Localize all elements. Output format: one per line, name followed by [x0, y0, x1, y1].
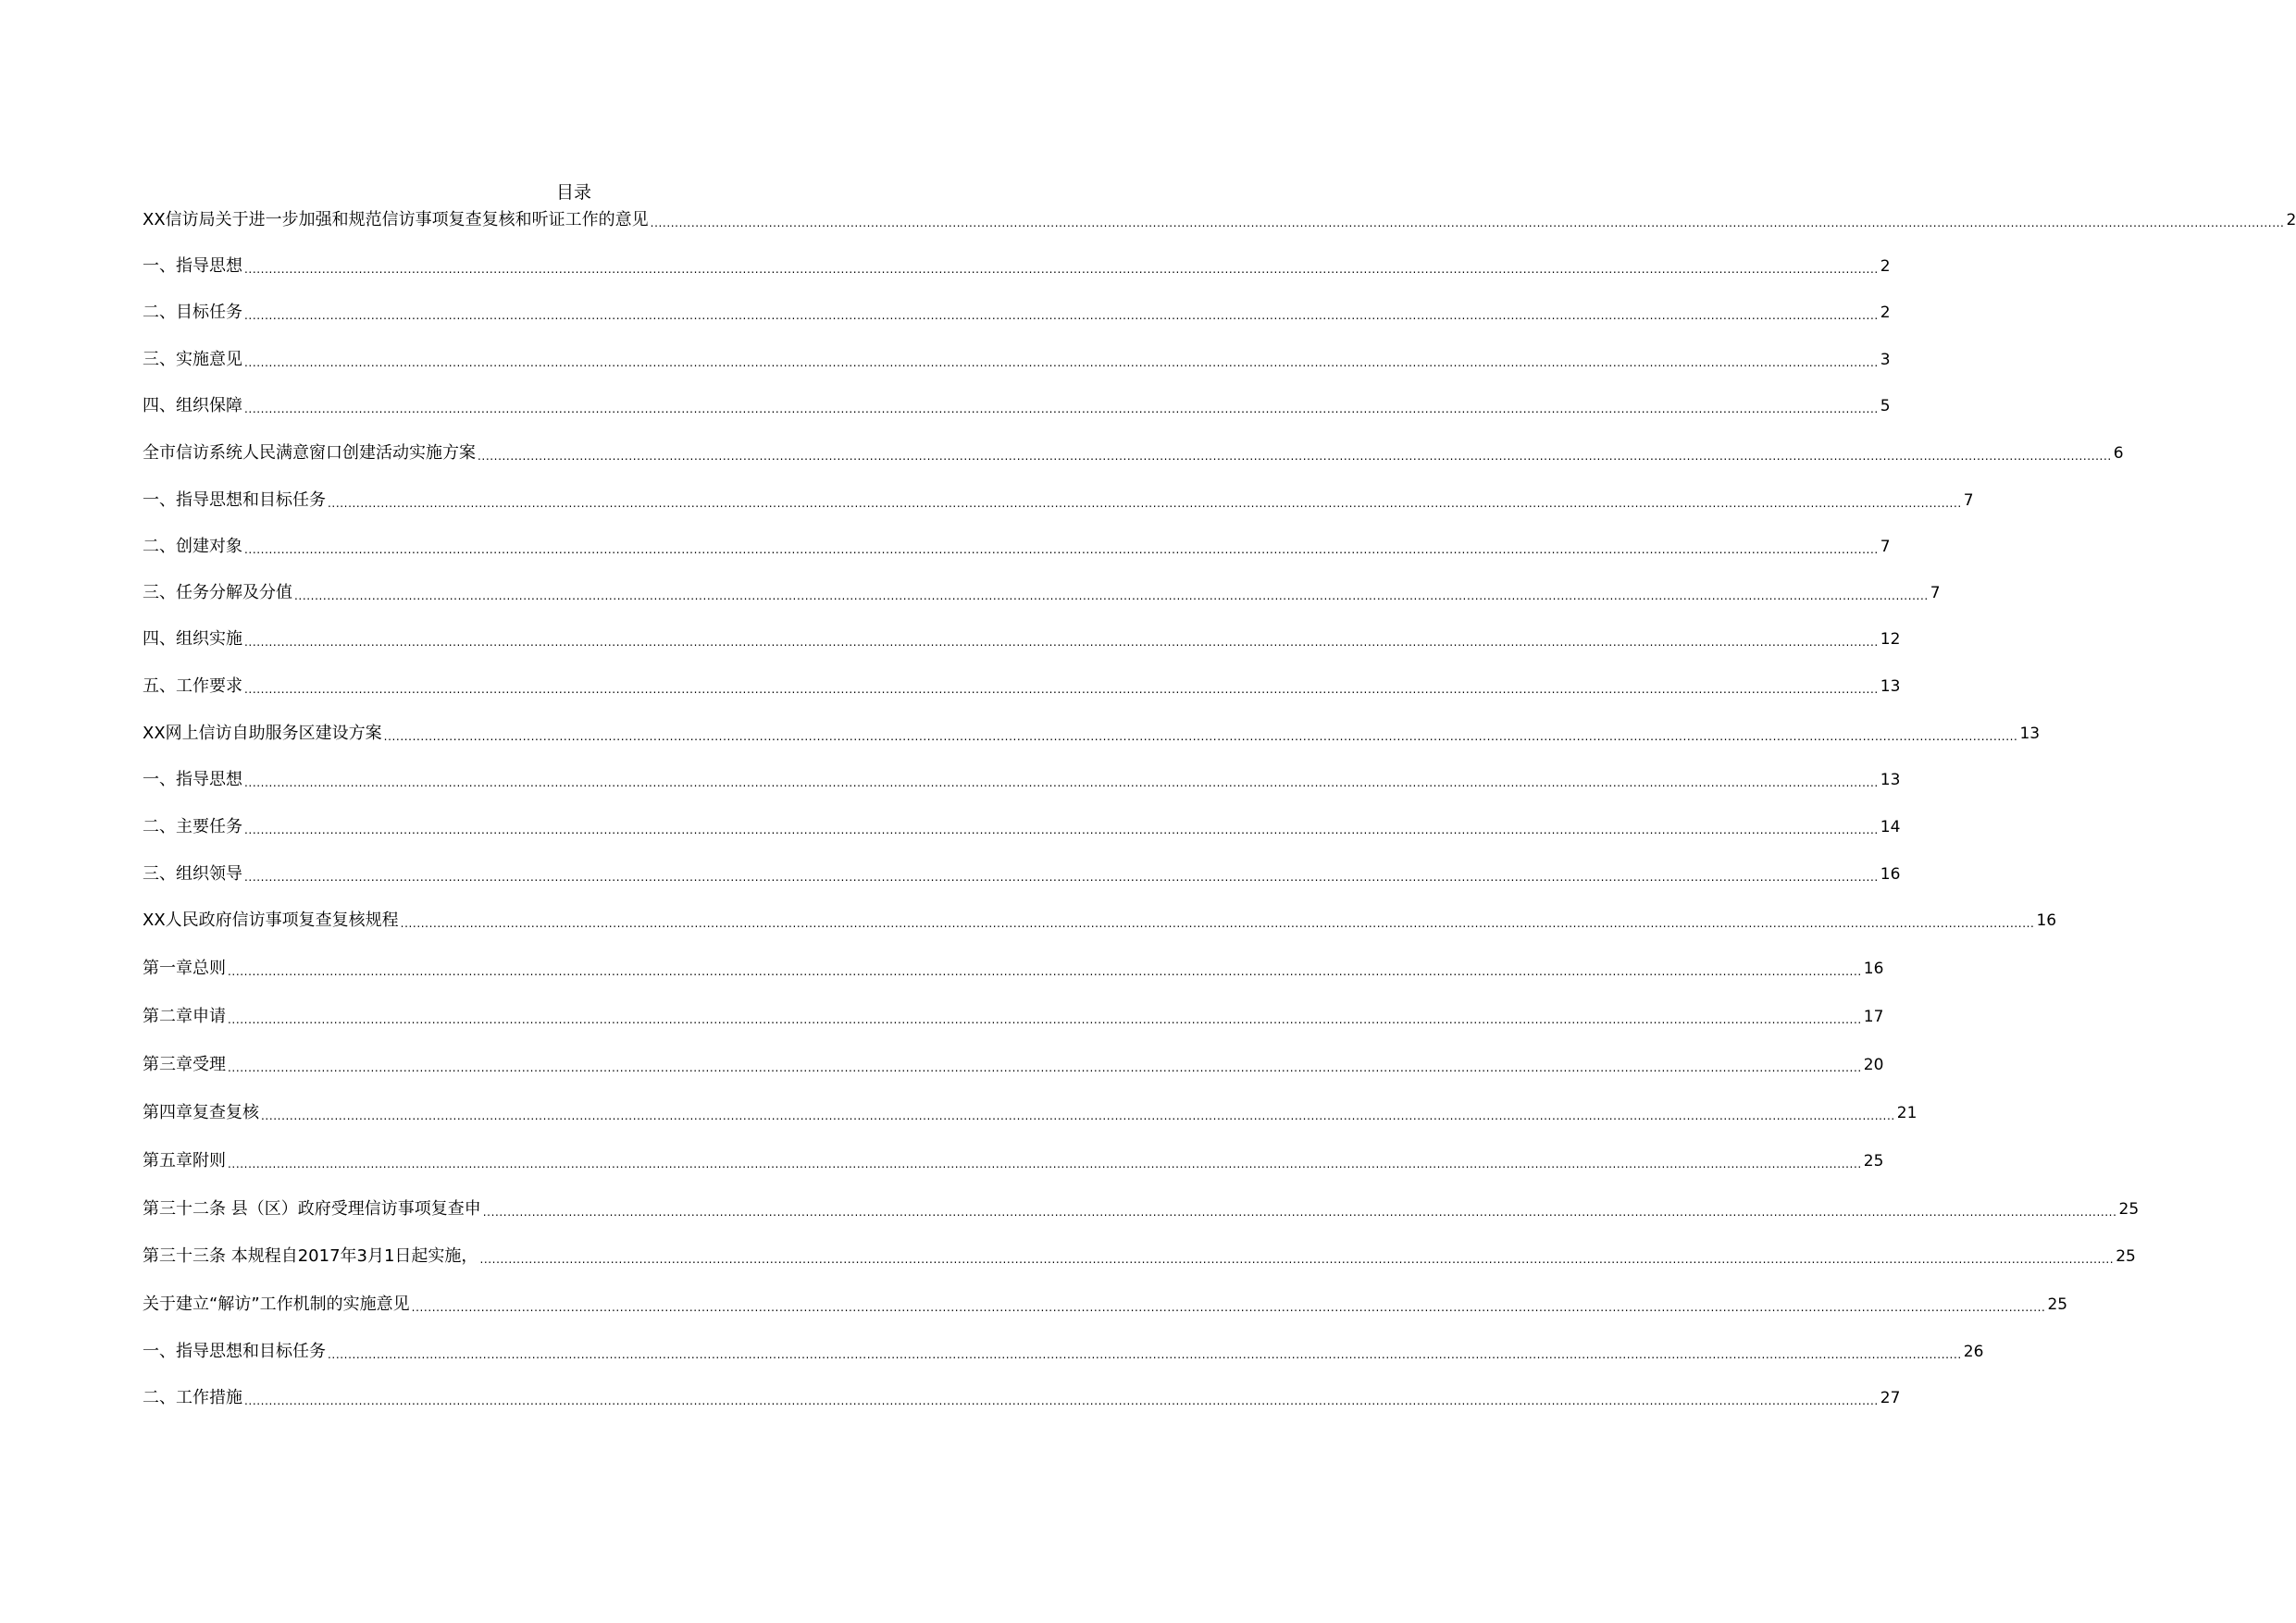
toc-dot-leader: ................................................................................................................................................................................................................................................................................................................................................................................................................	[328, 497, 1962, 510]
toc-entry-page-number: 26	[1963, 1343, 1984, 1361]
toc-dot-leader: ................................................................................................................................................................................................................................................................................................................................................................................................................	[228, 1013, 1862, 1026]
toc-entry-text: 四、组织保障	[143, 396, 242, 415]
toc-dot-leader: ................................................................................................................................................................................................................................................................................................................................................................................................................	[482, 1206, 2117, 1219]
toc-entry-page-number: 13	[2019, 725, 2041, 743]
toc-dot-leader: ................................................................................................................................................................................................................................................................................................................................................................................................................	[244, 871, 1879, 884]
toc-entry-page-number: 7	[1930, 584, 1941, 602]
toc-dot-leader: ................................................................................................................................................................................................................................................................................................................................................................................................................	[244, 356, 1879, 369]
toc-entry-text: 二、工作措施	[143, 1388, 242, 1407]
toc-entry[interactable]	[143, 1337, 1984, 1363]
toc-entry-text: 二、目标任务	[143, 303, 242, 322]
toc-title: 目录	[555, 182, 591, 203]
toc-entry[interactable]	[143, 1002, 1884, 1028]
toc-entry-page-number: 16	[1880, 865, 1901, 884]
toc-entry[interactable]	[143, 532, 1891, 558]
toc-dot-leader: ................................................................................................................................................................................................................................................................................................................................................................................................................	[328, 1348, 1962, 1361]
toc-dot-leader: ................................................................................................................................................................................................................................................................................................................................................................................................................	[228, 1061, 1862, 1074]
toc-entry[interactable]	[143, 1195, 2140, 1220]
toc-dot-leader: ................................................................................................................................................................................................................................................................................................................................................................................................................	[244, 403, 1879, 415]
toc-entry[interactable]	[143, 439, 2124, 465]
toc-dot-leader: ................................................................................................................................................................................................................................................................................................................................................................................................................	[650, 217, 2285, 229]
toc-entry[interactable]	[143, 625, 1901, 650]
toc-entry-page-number: 2	[1880, 257, 1891, 276]
toc-dot-leader: ................................................................................................................................................................................................................................................................................................................................................................................................................	[244, 824, 1879, 836]
toc-entry-text: 第一章总则	[143, 959, 226, 978]
toc-entry-page-number: 25	[2047, 1295, 2068, 1314]
toc-entry-text: 三、实施意见	[143, 350, 242, 369]
toc-entry-page-number: 7	[1963, 491, 1974, 510]
toc-entry-page-number: 2	[2286, 211, 2296, 229]
toc-entry[interactable]	[143, 391, 1891, 417]
toc-entry[interactable]	[143, 1242, 2136, 1268]
toc-entry-text: 全市信访系统人民满意窗口创建活动实施方案	[143, 443, 476, 463]
toc-entry[interactable]	[143, 906, 2057, 932]
toc-entry-text: 一、指导思想	[143, 256, 242, 276]
toc-entry-page-number: 25	[1863, 1152, 1884, 1171]
toc-entry[interactable]	[143, 298, 1891, 324]
toc-dot-leader: ................................................................................................................................................................................................................................................................................................................................................................................................................	[228, 1158, 1862, 1171]
toc-entry[interactable]	[143, 1383, 1901, 1409]
toc-entry-page-number: 25	[2118, 1200, 2140, 1219]
toc-entry-text: XX网上信访自助服务区建设方案	[143, 724, 382, 743]
toc-entry[interactable]	[143, 954, 1884, 980]
toc-entry-page-number: 2	[1880, 304, 1891, 322]
toc-entry[interactable]	[143, 812, 1901, 838]
toc-entry-text: 一、指导思想和目标任务	[143, 490, 326, 510]
toc-dot-leader: ................................................................................................................................................................................................................................................................................................................................................................................................................	[244, 776, 1879, 789]
toc-entry-text: XX信访局关于进一步加强和规范信访事项复查复核和听证工作的意见	[143, 210, 649, 229]
toc-entry-text: 三、组织领导	[143, 864, 242, 884]
toc-entry-text: 第四章复查复核	[143, 1103, 259, 1122]
toc-dot-leader: ................................................................................................................................................................................................................................................................................................................................................................................................................	[244, 263, 1879, 276]
toc-entry-page-number: 3	[1880, 351, 1891, 369]
toc-entry-text: 四、组织实施	[143, 629, 242, 649]
toc-entry-page-number: 27	[1880, 1389, 1901, 1407]
toc-entry-text: 二、主要任务	[143, 817, 242, 836]
toc-entry-text: 关于建立“解访”工作机制的实施意见	[143, 1295, 410, 1314]
toc-dot-leader: ................................................................................................................................................................................................................................................................................................................................................................................................................	[383, 730, 2018, 743]
toc-dot-leader: ................................................................................................................................................................................................................................................................................................................................................................................................................	[244, 1394, 1879, 1407]
toc-entry-page-number: 16	[1863, 960, 1884, 978]
toc-entry-text: 第五章附则	[143, 1151, 226, 1171]
toc-entry-text: 二、创建对象	[143, 537, 242, 556]
toc-entry-page-number: 25	[2116, 1247, 2136, 1266]
toc-entry[interactable]	[143, 672, 1901, 698]
toc-dot-leader: ................................................................................................................................................................................................................................................................................................................................................................................................................	[228, 965, 1862, 978]
toc-dot-leader: ................................................................................................................................................................................................................................................................................................................................................................................................................	[261, 1109, 1895, 1122]
toc-dot-leader: ................................................................................................................................................................................................................................................................................................................................................................................................................	[400, 917, 2035, 930]
toc-entry-text: 第三十三条 本规程自2017年3月1日起实施，	[143, 1246, 478, 1266]
toc-entry-page-number: 5	[1880, 397, 1891, 415]
toc-dot-leader: ................................................................................................................................................................................................................................................................................................................................................................................................................	[244, 309, 1879, 322]
toc-dot-leader: ................................................................................................................................................................................................................................................................................................................................................................................................................	[244, 543, 1879, 556]
toc-entry-page-number: 12	[1880, 630, 1901, 649]
toc-entry-page-number: 21	[1896, 1104, 1917, 1122]
toc-entry-page-number: 14	[1880, 818, 1901, 836]
toc-entry-page-number: 16	[2036, 911, 2057, 930]
toc-entry-page-number: 13	[1880, 677, 1901, 696]
toc-entry[interactable]	[143, 860, 1901, 886]
toc-entry-text: 五、工作要求	[143, 676, 242, 696]
toc-entry[interactable]	[143, 1290, 2068, 1316]
toc-dot-leader: ................................................................................................................................................................................................................................................................................................................................................................................................................	[411, 1301, 2046, 1314]
toc-dot-leader: ................................................................................................................................................................................................................................................................................................................................................................................................................	[479, 1253, 2115, 1266]
toc-entry-text: XX人民政府信访事项复查复核规程	[143, 911, 399, 930]
toc-entry[interactable]	[143, 1098, 1917, 1124]
toc-entry[interactable]	[143, 205, 2296, 231]
toc-entry-text: 第三十二条 县（区）政府受理信访事项复查申	[143, 1199, 481, 1219]
toc-entry-text: 三、任务分解及分值	[143, 583, 292, 602]
toc-entry-page-number: 13	[1880, 771, 1901, 789]
toc-entry-text: 一、指导思想和目标任务	[143, 1342, 326, 1361]
toc-entry[interactable]	[143, 252, 1891, 278]
toc-entry-text: 一、指导思想	[143, 770, 242, 789]
toc-entry[interactable]	[143, 765, 1901, 791]
toc-dot-leader: ................................................................................................................................................................................................................................................................................................................................................................................................................	[244, 683, 1879, 696]
toc-entry-page-number: 7	[1880, 538, 1891, 556]
toc-entry[interactable]	[143, 578, 1941, 604]
toc-dot-leader: ................................................................................................................................................................................................................................................................................................................................................................................................................	[244, 636, 1879, 649]
toc-entry[interactable]	[143, 345, 1891, 371]
toc-entry[interactable]	[143, 1146, 1884, 1172]
toc-dot-leader: ................................................................................................................................................................................................................................................................................................................................................................................................................	[478, 450, 2112, 463]
toc-entry[interactable]	[143, 719, 2041, 745]
toc-entry-text: 第三章受理	[143, 1055, 226, 1074]
toc-dot-leader: ................................................................................................................................................................................................................................................................................................................................................................................................................	[294, 589, 1929, 602]
toc-entry-page-number: 6	[2113, 444, 2124, 463]
toc-entry-page-number: 17	[1863, 1008, 1884, 1026]
toc-entry-text: 第二章申请	[143, 1007, 226, 1026]
toc-entry-page-number: 20	[1863, 1056, 1884, 1074]
toc-entry[interactable]	[143, 1050, 1884, 1076]
toc-entry[interactable]	[143, 486, 1974, 512]
